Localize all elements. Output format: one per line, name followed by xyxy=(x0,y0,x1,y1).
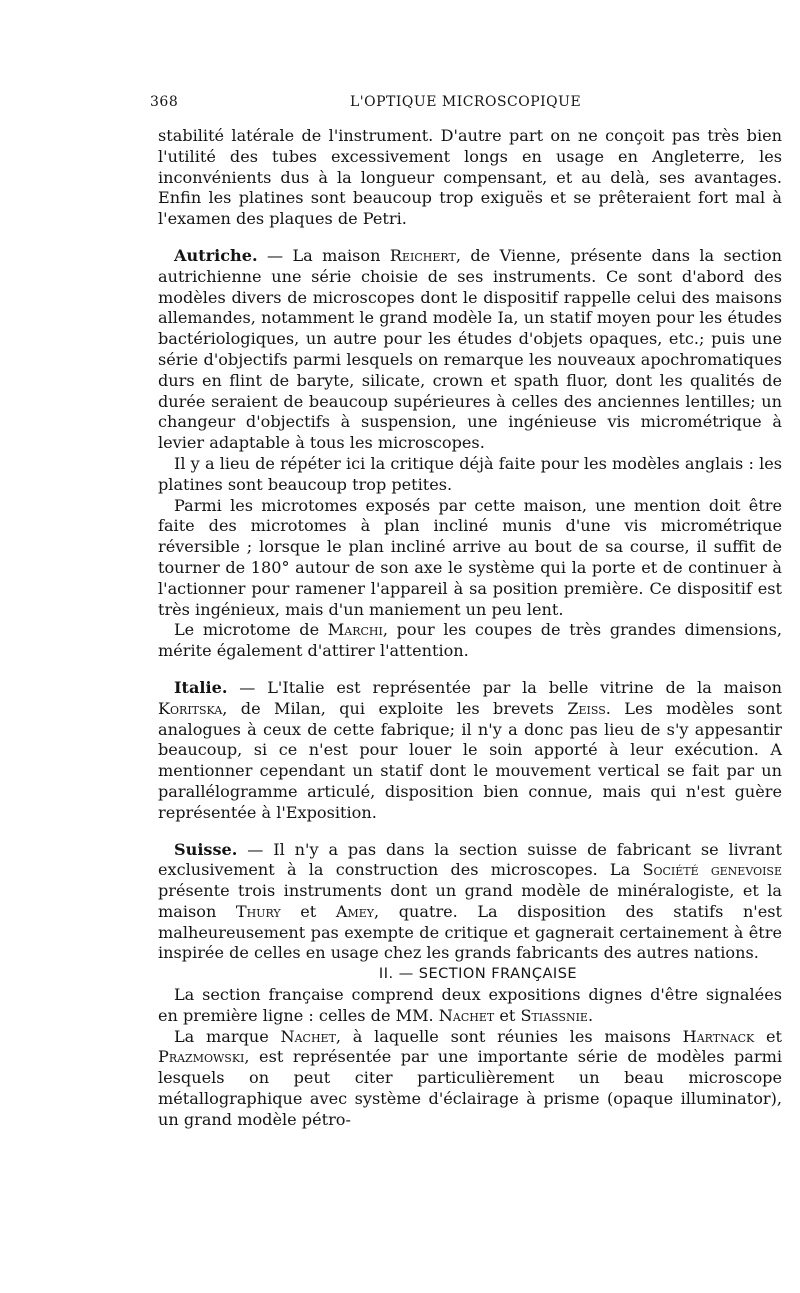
text-segment: Le microtome de xyxy=(174,620,328,640)
paragraph-nachet xyxy=(158,1027,782,1131)
maker-name: Prazmowski xyxy=(158,1047,245,1067)
running-header xyxy=(150,94,780,116)
paragraph-marchi xyxy=(158,620,782,662)
paragraph-autriche xyxy=(158,246,782,454)
text-segment: . Les modèles sont analogues à ceux de cette fabrique; il n'y a donc pas lieu de s'y appesantir beaucoup, si ce n'est pour louer le soin apporté à leur exécution. A mentionner cependant un statif dont le mouvement vertical se fait par un parallélogramme articulé, disposition bien connue, mais qui n'est guère représentée à l'Exposition. xyxy=(158,698,783,822)
text-segment: et xyxy=(754,1026,782,1046)
maker-name: Marchi xyxy=(327,620,383,640)
maker-name: Stiassnie xyxy=(520,1005,588,1025)
body-text xyxy=(158,126,782,1131)
maker-name: Nachet xyxy=(280,1026,336,1046)
text-segment: et xyxy=(494,1005,521,1025)
text-segment: — Il n'y a pas dans la section suisse de fabricant se livrant exclusivement à la construction des microscopes. La xyxy=(158,839,782,880)
text-segment: présente trois instruments dont un grand modèle de minéralogiste, et la maison xyxy=(158,881,782,921)
paragraph-continuation: stabilité latérale de l'instrument. D'autre part on ne conçoit pas très bien l'utilité des tubes excessivement longs en usage en Angleterre, les inconvénients dus à la longueur compensant, et au delà, ses avantages. Enfin les platines sont beaucoup trop exiguës et se prêteraient fort mal à l'examen des plaques de Petri. xyxy=(158,126,782,229)
lead-italie: Italie. xyxy=(174,677,228,697)
paragraph-microtomes: Parmi les microtomes exposés par cette maison, une mention doit être faite des microtomes à plan incliné munis d'une vis micrométrique réversible ; lorsque le plan incliné arrive au bout de sa course, il suffit de tourner de 180° autour de son axe le système qui la porte et de continuer à l'actionner pour ramener l'appareil à sa position première. Ce dispositif est très ingénieux, mais d'un maniement un peu lent. xyxy=(158,495,782,619)
section-heading: II. — SECTION FRANÇAISE xyxy=(378,966,578,983)
text-segment: — L'Italie est représentée par la belle vitrine de la maison xyxy=(227,677,782,697)
paragraph-critique: Il y a lieu de répéter ici la critique déjà faite pour les modèles anglais : les platines sont beaucoup trop petites. xyxy=(158,453,782,494)
text-segment: , pour les coupes de très grandes dimensions, mérite également d'attirer l'attention. xyxy=(158,620,782,661)
paragraph-italie xyxy=(158,678,782,824)
maker-name: Nachet xyxy=(438,1005,495,1025)
text-segment: , est représentée par une importante série de modèles parmi lesquels on peut citer particulièrement un beau microscope métallographique avec système d'éclairage à prisme (opaque illuminator), un grand modèle pétro- xyxy=(158,1047,782,1129)
text-segment: , à laquelle sont réunies les maisons xyxy=(335,1026,683,1046)
text-segment: , de Milan, qui exploite les brevets xyxy=(222,698,568,718)
text-segment: et xyxy=(280,901,336,921)
maker-name: Société genevoise xyxy=(642,860,782,880)
maker-name: Koritska xyxy=(158,698,223,718)
text-segment: . xyxy=(587,1005,594,1025)
maker-name: Hartnack xyxy=(682,1026,755,1046)
maker-name: Reichert xyxy=(389,245,456,265)
page-number: 368 xyxy=(150,94,179,110)
text-segment: , quatre. La disposition des statifs n'est malheureusement pas exempte de critique et gagnerait certainement à être inspirée de celles en usage chez les grands fabricants des autres nations. xyxy=(158,901,782,963)
maker-name: Zeiss xyxy=(567,698,606,718)
paragraph-suisse xyxy=(158,840,782,965)
maker-name: Amey xyxy=(335,901,375,921)
text-segment: La marque xyxy=(174,1026,281,1046)
maker-name: Thury xyxy=(235,901,281,921)
lead-suisse: Suisse. xyxy=(174,839,238,859)
lead-autriche: Autriche. xyxy=(174,245,258,265)
text-segment: , de Vienne, présente dans la section autrichienne une série choisie de ses instruments. Ce sont d'abord des modèles divers de microscopes dont le dispositif rappelle celui des maisons allemandes, notamment le grand modèle Ia, un statif moyen pour les études bactériologiques, un autre pour les études d'objets opaques, etc.; puis une série d'objectifs parmi lesquels on remarque les nouveaux apochromatiques durs en flint de baryte, silicate, crown et spath fluor, dont les qualités de durée seraient de beaucoup supérieures à celles des anciennes lentilles; un changeur d'objectifs à suspension, une ingénieuse vis micrométrique à levier adaptable à tous les microscopes. xyxy=(158,245,783,453)
text-segment: — La maison xyxy=(257,245,390,265)
text-segment: La section française comprend deux expositions dignes d'être signalées en première ligne : celles de MM. xyxy=(158,985,782,1025)
paragraph-section-francaise xyxy=(158,985,782,1027)
running-title: L'OPTIQUE MICROSCOPIQUE xyxy=(350,94,582,110)
